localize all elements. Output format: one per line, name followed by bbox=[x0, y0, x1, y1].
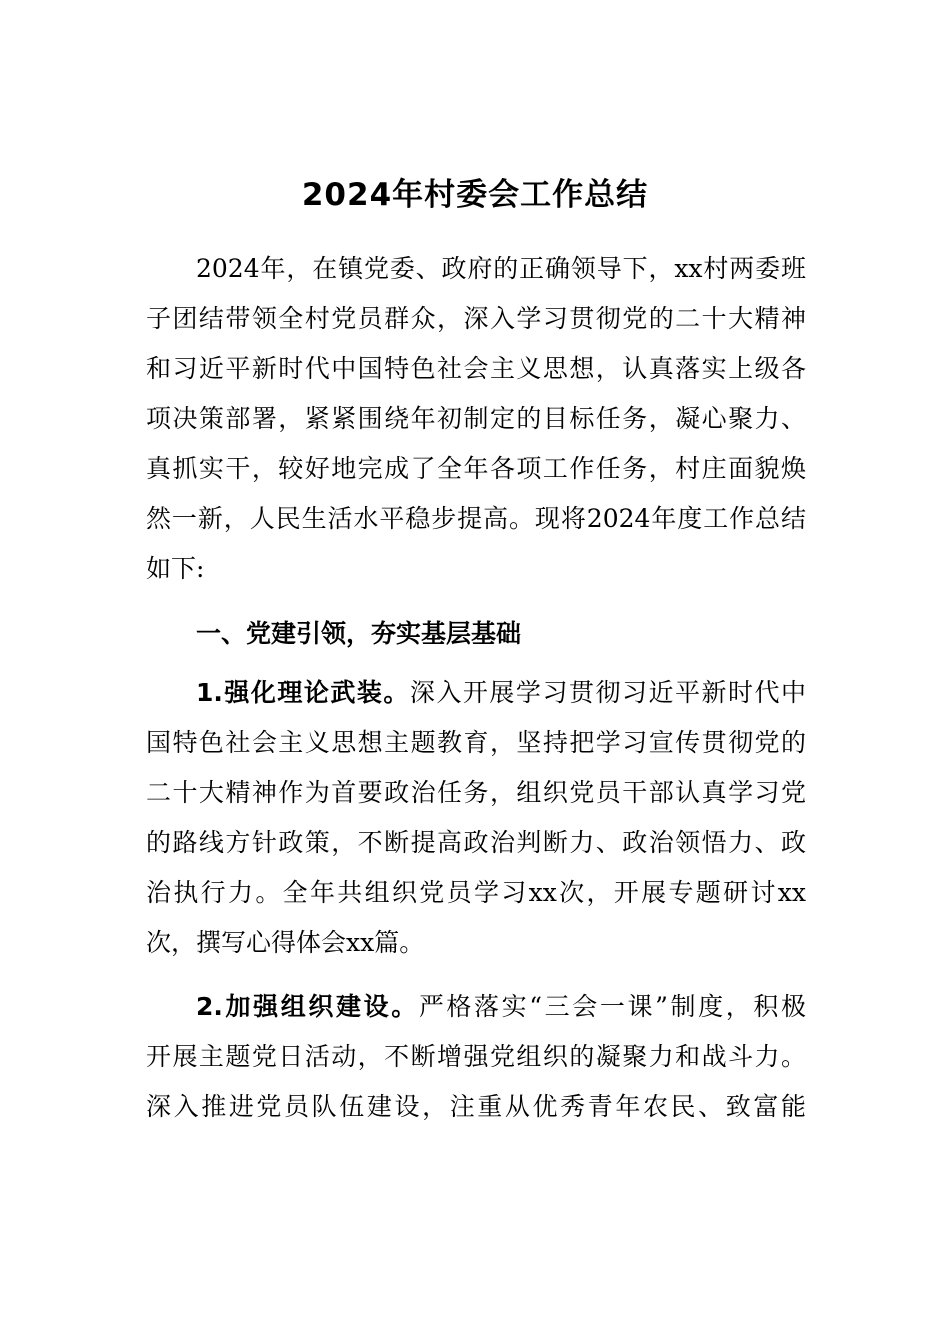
item2-line-3: 深入推进党员队伍建设，注重从优秀青年农民、致富能 bbox=[146, 1092, 806, 1121]
item2-lead: 2.加强组织建设。 bbox=[196, 992, 419, 1021]
intro-line-7: 如下: bbox=[146, 554, 205, 583]
document-title: 2024年村委会工作总结 bbox=[301, 177, 649, 213]
item1-line-3: 二十大精神作为首要政治任务，组织党员干部认真学习党 bbox=[146, 778, 806, 807]
item1-line-6: 次，撰写心得体会xx篇。 bbox=[146, 928, 425, 957]
item1-line-2: 国特色社会主义思想主题教育，坚持把学习宣传贯彻党的 bbox=[146, 728, 806, 757]
intro-line-1: 2024年，在镇党委、政府的正确领导下，xx村两委班 bbox=[196, 254, 806, 283]
item1-line-5: 治执行力。全年共组织党员学习xx次，开展专题研讨xx bbox=[146, 878, 806, 907]
intro-line-6: 然一新，人民生活水平稳步提高。现将2024年度工作总结 bbox=[146, 504, 806, 533]
item2-first-line bbox=[196, 982, 806, 1032]
item2-line-2: 开展主题党日活动，不断增强党组织的凝聚力和战斗力。 bbox=[146, 1042, 806, 1071]
intro-line-2: 子团结带领全村党员群众，深入学习贯彻党的二十大精神 bbox=[146, 304, 806, 333]
intro-line-5: 真抓实干，较好地完成了全年各项工作任务，村庄面貌焕 bbox=[146, 454, 806, 483]
section-heading: 一、党建引领，夯实基层基础 bbox=[196, 619, 522, 648]
item2-first-text: 严格落实“三会一课”制度，积极 bbox=[418, 992, 806, 1021]
item1-line-4: 的路线方针政策，不断提高政治判断力、政治领悟力、政 bbox=[146, 828, 806, 857]
item1-lead: 1.强化理论武装。 bbox=[196, 678, 410, 707]
intro-line-3: 和习近平新时代中国特色社会主义思想，认真落实上级各 bbox=[146, 354, 806, 383]
intro-line-4: 项决策部署，紧紧围绕年初制定的目标任务，凝心聚力、 bbox=[146, 404, 806, 433]
item1-first-text: 深入开展学习贯彻习近平新时代中 bbox=[409, 678, 806, 707]
item1-first-line bbox=[196, 668, 806, 718]
